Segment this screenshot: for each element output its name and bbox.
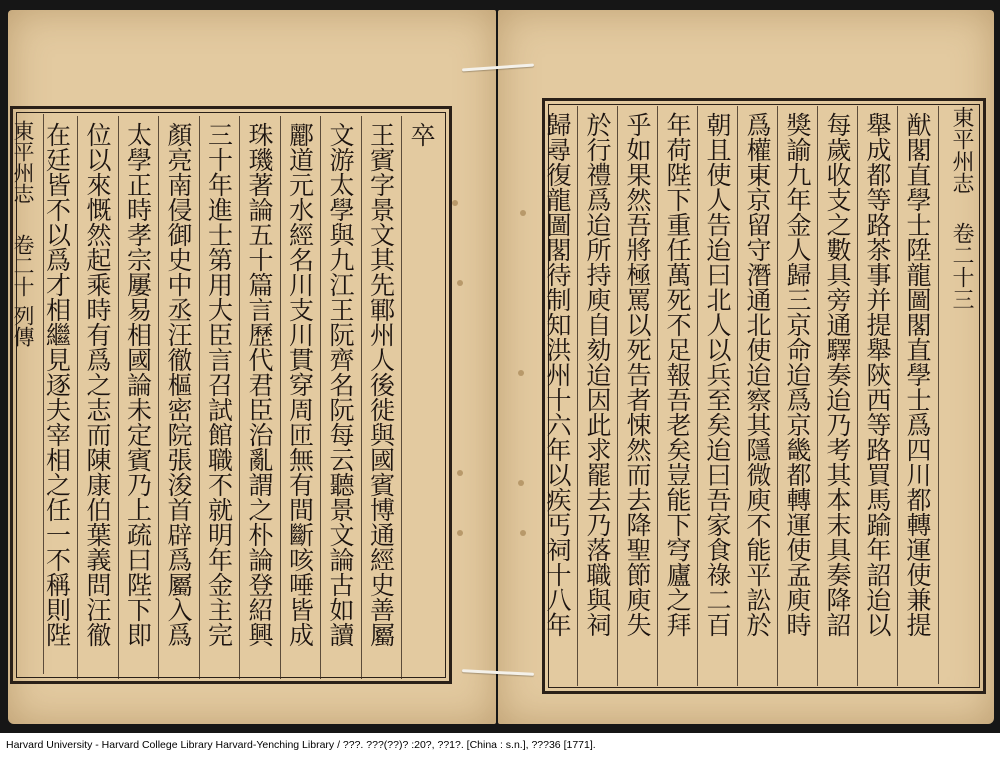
- right-page: [498, 10, 994, 724]
- left_page-column: 王賓字景文其先鄆州人後徙與國賓博通經史善屬: [366, 122, 396, 647]
- left_page-column: 三十年進士第用大臣言召試館職不就明年金主完: [204, 122, 234, 647]
- left-header-title: 東平州志: [11, 120, 35, 204]
- right_page-column: 舉成都等路茶事并提舉陝西等路買馬踰年詔迨以: [863, 112, 892, 637]
- left_page-column: 位以來慨然起乘時有爲之志而陳康伯葉義問汪徹: [83, 122, 112, 647]
- right_page-column: 爲權東京留守潛通北使迨察其隱微庾不能平訟於: [743, 112, 772, 637]
- right_page-column: 每歲收支之數具旁通驛奏迨乃考其本末具奏降詔: [823, 112, 852, 637]
- left_page-column: 顏亮南侵御史中丞汪徹樞密院張浚首辟爲屬入爲: [164, 122, 193, 647]
- left_page-column: 酈道元水經名川支川貫穿周匝無有間斷咳唾皆成: [285, 122, 315, 647]
- left-header-section: 列傳: [11, 305, 35, 347]
- left-header-volume: 卷二十: [11, 234, 35, 297]
- right_page-column: 歸尋復龍圖閣待制知洪州十六年以疾丐祠十八年: [543, 112, 572, 637]
- left_page-column: 在廷皆不以爲才相繼見逐夫宰相之任一不稱則陛: [42, 122, 72, 647]
- right-margin-header: [946, 106, 976, 686]
- left_page-column: 太學正時孝宗屢易相國論未定賓乃上疏曰陛下即: [123, 122, 153, 647]
- attribution-footer: Harvard University - Harvard College Library Harvard-Yenching Library / ???. ???(??)? :20?, ??1?. [China : s.n.], ???36 [1771].: [6, 739, 596, 751]
- right_page-column: 獎諭九年金人歸三京命迨爲京畿都轉運使孟庾時: [783, 112, 812, 637]
- left_page-column: 珠璣著論五十篇言歷代君臣治亂謂之朴論登紹興: [245, 122, 274, 647]
- right_page-column: 朝且使人告迨曰北人以兵至矣迨曰吾家食祿二百: [703, 112, 732, 637]
- right_page-column: 猷閣直學士陞龍圖閣直學士爲四川都轉運使兼提: [903, 112, 932, 637]
- right_page-column: 乎如果然吾將極罵以死告者悚然而去降聖節庾失: [623, 112, 652, 637]
- left_page-column: 文游太學與九江王阮齊名阮每云聽景文論古如讀: [326, 122, 355, 647]
- left-page: [8, 10, 496, 724]
- left-margin-header: [8, 120, 38, 680]
- right-header-title: 東平州志: [949, 106, 974, 194]
- right-header-volume: 卷二十三: [949, 222, 974, 310]
- left_page-column: 卒: [407, 122, 436, 147]
- right_page-column: 於行禮爲迨所持庾自劾迨因此求罷去乃落職與祠: [583, 112, 612, 637]
- right_page-column: 年荷陛下重任萬死不足報吾老矣豈能下穹廬之拜: [663, 112, 692, 637]
